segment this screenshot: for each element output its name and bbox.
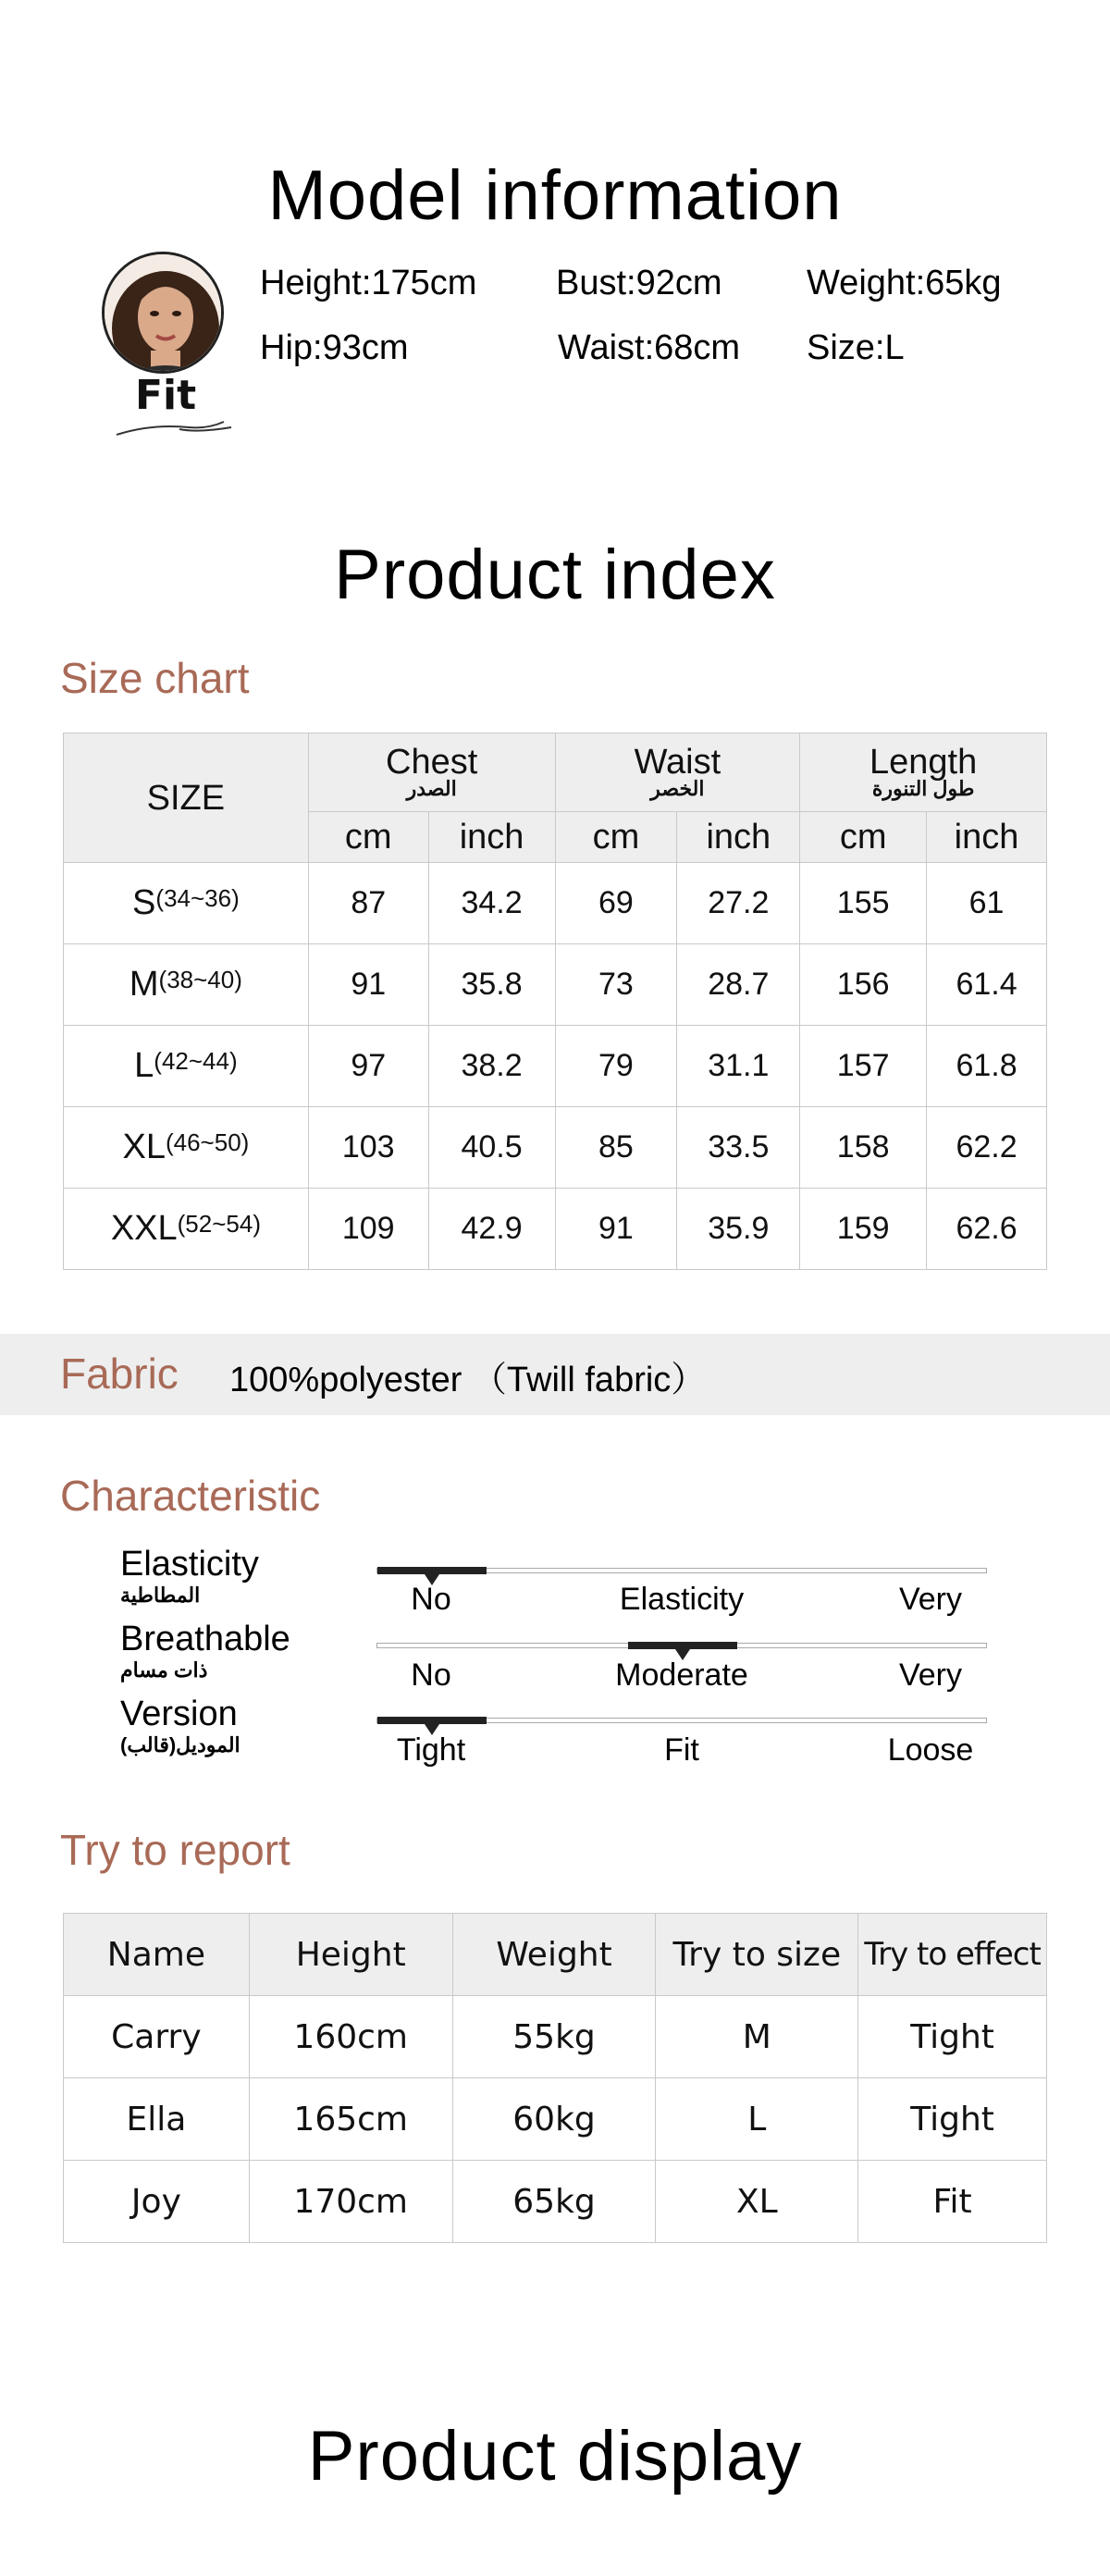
value-cell: 42.9 (428, 1189, 555, 1270)
elasticity-mid-label: Elasticity (619, 1582, 745, 1617)
value-cell: 87 (308, 863, 428, 944)
length-header: Length طول التنورة (800, 733, 1047, 812)
table-row (64, 863, 1047, 944)
report-cell: Joy (64, 2161, 250, 2243)
char-name-breathable: Breathable (120, 1620, 290, 1658)
report-cell: Carry (64, 1996, 250, 2078)
characteristic-title: Characteristic (60, 1472, 321, 1520)
value-cell: 69 (555, 863, 677, 944)
report-cell: Ella (64, 2078, 250, 2161)
version-left-label: Tight (396, 1732, 466, 1768)
report-header-height: Height (249, 1914, 452, 1996)
char-ar-elasticity: المطاطية (120, 1584, 201, 1607)
size-cell: $XL^{(46\sim 50)}$ (64, 1107, 309, 1189)
report-cell: 165cm (249, 2078, 452, 2161)
report-cell: 60kg (452, 2078, 656, 2161)
report-cell: 160cm (249, 1996, 452, 2078)
unit-header: inch (677, 812, 800, 863)
value-cell: 31.1 (677, 1026, 800, 1107)
model-information-title: Model information (267, 156, 843, 235)
version-scale (376, 1718, 987, 1723)
char-name-version: Version (120, 1695, 238, 1733)
try-to-report-title: Try to report (60, 1826, 290, 1874)
model-bust: Bust:92cm (556, 264, 722, 302)
elasticity-left-label: No (411, 1582, 451, 1617)
report-cell: Fit (858, 2161, 1047, 2243)
value-cell: 85 (555, 1107, 677, 1189)
unit-header: inch (927, 812, 1047, 863)
model-height: Height:175cm (260, 264, 477, 302)
size-cell: $M^{(38\sim 40)}$ (64, 944, 309, 1026)
value-cell: 91 (308, 944, 428, 1026)
value-cell: 34.2 (428, 863, 555, 944)
value-cell: 97 (308, 1026, 428, 1107)
value-cell: 35.9 (677, 1189, 800, 1270)
value-cell: 62.2 (927, 1107, 1047, 1189)
report-cell: Tight (858, 1996, 1047, 2078)
report-cell: Tight (858, 2078, 1047, 2161)
unit-header: cm (308, 812, 428, 863)
value-cell: 27.2 (677, 863, 800, 944)
breathable-left-label: No (411, 1658, 451, 1693)
model-size: Size:L (807, 328, 905, 367)
report-cell: 65kg (452, 2161, 656, 2243)
value-cell: 61 (927, 863, 1047, 944)
value-cell: 158 (800, 1107, 927, 1189)
fabric-value: 100%polyester （Twill fabric） (229, 1361, 707, 1399)
model-weight: Weight:65kg (807, 264, 1002, 302)
breathable-scale (376, 1643, 987, 1648)
version-mid-label: Fit (664, 1732, 699, 1768)
report-header-effect: Try to effect (858, 1914, 1047, 1996)
breathable-right-label: Very (898, 1658, 963, 1693)
report-cell: 170cm (249, 2161, 452, 2243)
elasticity-scale (376, 1568, 987, 1573)
value-cell: 79 (555, 1026, 677, 1107)
value-cell: 155 (800, 863, 927, 944)
table-row (64, 944, 1047, 1026)
unit-header: cm (800, 812, 927, 863)
table-row (64, 1189, 1047, 1270)
table-row (64, 1107, 1047, 1189)
value-cell: 73 (555, 944, 677, 1026)
elasticity-level (377, 1567, 487, 1574)
unit-header: inch (428, 812, 555, 863)
size-chart-table (63, 733, 1047, 1270)
value-cell: 157 (800, 1026, 927, 1107)
report-header-size: Try to size (656, 1914, 858, 1996)
value-cell: 28.7 (677, 944, 800, 1026)
product-display-title: Product display (307, 2417, 803, 2496)
report-cell: XL (656, 2161, 858, 2243)
size-cell: $L^{(42\sim 44)}$ (64, 1026, 309, 1107)
version-level (377, 1717, 487, 1724)
value-cell: 159 (800, 1189, 927, 1270)
table-row (64, 1996, 1047, 2078)
unit-header: cm (555, 812, 677, 863)
value-cell: 91 (555, 1189, 677, 1270)
char-name-elasticity: Elasticity (120, 1545, 259, 1584)
value-cell: 156 (800, 944, 927, 1026)
value-cell: 35.8 (428, 944, 555, 1026)
report-header-weight: Weight (452, 1914, 656, 1996)
fit-logo: Fit (115, 372, 235, 438)
table-row (64, 2161, 1047, 2243)
size-chart-title: Size chart (60, 654, 250, 702)
waist-header: Waist الخصر (555, 733, 800, 812)
size-cell: $XXL^{(52\sim 54)}$ (64, 1189, 309, 1270)
try-report-table (63, 1913, 1047, 2243)
table-row (64, 1026, 1047, 1107)
report-cell: 55kg (452, 1996, 656, 2078)
value-cell: 33.5 (677, 1107, 800, 1189)
value-cell: 61.4 (927, 944, 1047, 1026)
breathable-mid-label: Moderate (615, 1658, 748, 1693)
value-cell: 62.6 (927, 1189, 1047, 1270)
value-cell: 40.5 (428, 1107, 555, 1189)
value-cell: 61.8 (927, 1026, 1047, 1107)
report-cell: M (656, 1996, 858, 2078)
value-cell: 109 (308, 1189, 428, 1270)
value-cell: 38.2 (428, 1026, 555, 1107)
model-hip: Hip:93cm (260, 328, 409, 367)
size-header: SIZE (64, 733, 309, 863)
model-waist: Waist:68cm (558, 328, 741, 367)
version-right-label: Loose (887, 1732, 974, 1768)
elasticity-right-label: Very (898, 1582, 963, 1617)
size-cell: $S^{(34\sim 36)}$ (64, 863, 309, 944)
char-ar-version: الموديل(قالب) (120, 1733, 240, 1756)
breathable-level (628, 1642, 737, 1649)
model-avatar (102, 252, 224, 374)
fabric-label: Fabric (60, 1350, 179, 1398)
report-header-name: Name (64, 1914, 250, 1996)
report-cell: L (656, 2078, 858, 2161)
char-ar-breathable: ذات مسام (120, 1658, 208, 1682)
chest-header: Chest الصدر (308, 733, 555, 812)
value-cell: 103 (308, 1107, 428, 1189)
product-index-title: Product index (334, 536, 776, 614)
table-row (64, 2078, 1047, 2161)
